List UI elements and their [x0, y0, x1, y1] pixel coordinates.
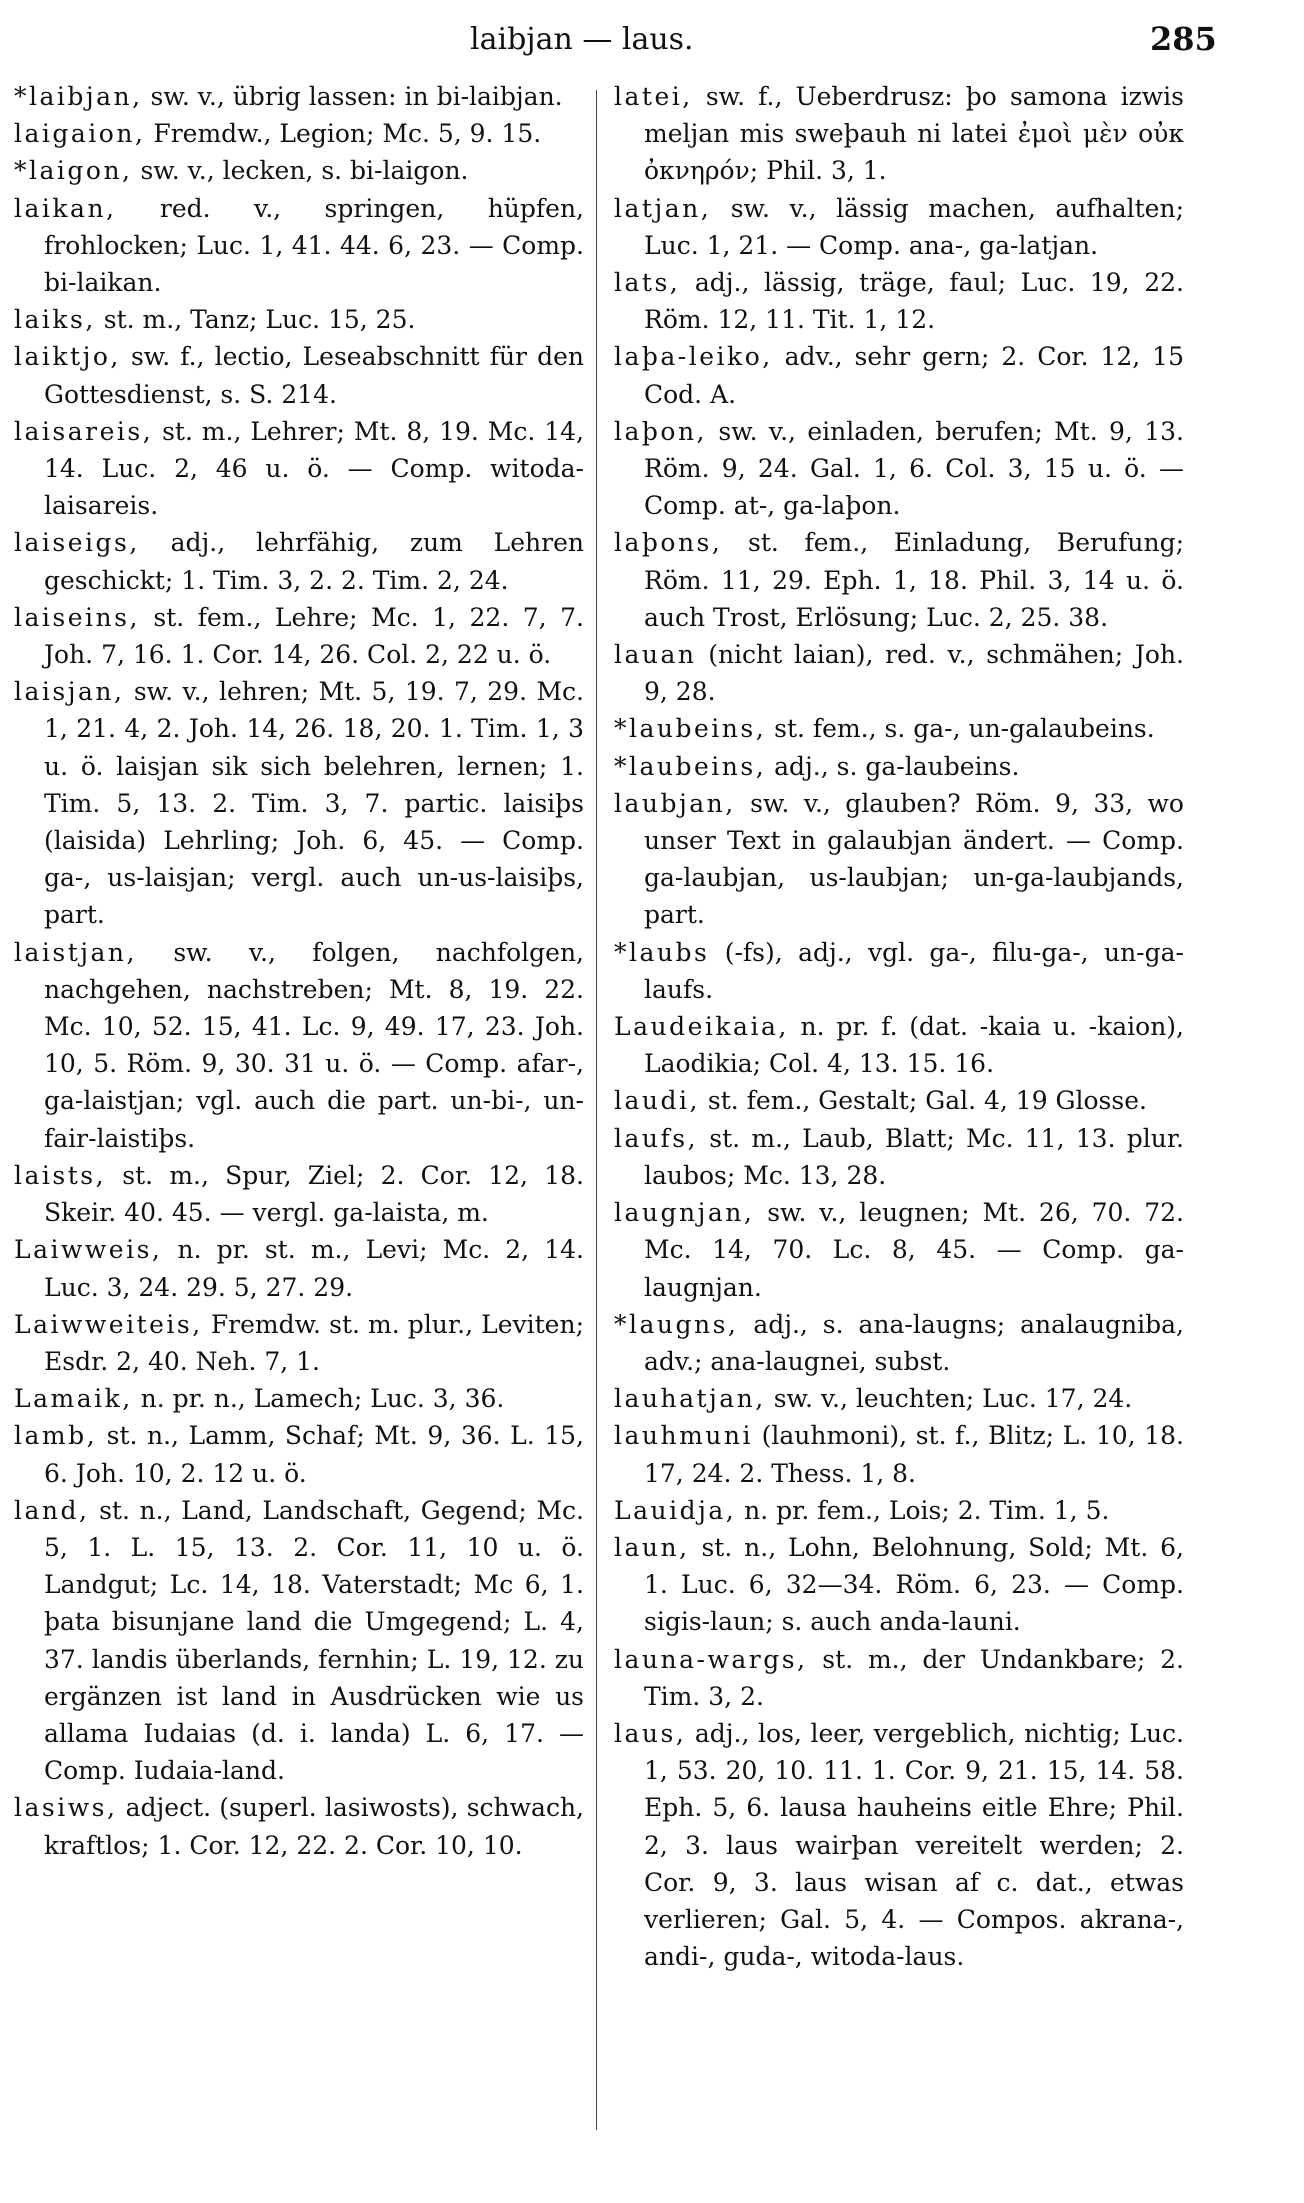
entry-text: adv., sehr gern; 2. Cor. 12, 15 Cod. A.: [644, 342, 1184, 409]
dictionary-entry: [14, 599, 584, 673]
entry-lemma: launa-wargs,: [614, 1644, 808, 1674]
dictionary-entry: [14, 301, 584, 338]
entry-lemma: laþon,: [614, 416, 708, 446]
entry-text: st. fem., Einladung, Berufung; Röm. 11, 29. Eph. 1, 18. Phil. 3, 14 u. ö. auch Trost, Erlösung; Luc. 2, 25. 38.: [644, 528, 1184, 632]
dictionary-entry: [14, 1492, 584, 1790]
entry-text: sw. v., übrig lassen: in bi-laibjan.: [142, 82, 563, 111]
entry-lemma: laiseins,: [14, 602, 140, 632]
entry-text: sw. f., Ueberdrusz: þo samona izwis meljan mis sweþauh ni latei ἐμοὶ μὲν οὐκ ὀκνηρόν; Phil. 3, 1.: [644, 82, 1184, 186]
entry-text: st. fem., Lehre; Mc. 1, 22. 7, 7. Joh. 7, 16. 1. Cor. 14, 26. Col. 2, 22 u. ö.: [44, 602, 584, 670]
entry-lemma: *laugns,: [614, 1309, 739, 1339]
entry-text: adject. (superl. lasiwosts), schwach, kraftlos; 1. Cor. 12, 22. 2. Cor. 10, 10.: [44, 1793, 584, 1860]
dictionary-entry: [614, 524, 1184, 636]
entry-text: sw. v., einladen, berufen; Mt. 9, 13. Röm. 9, 24. Gal. 1, 6. Col. 3, 15 u. ö. — Comp. at-, ga-laþon.: [644, 416, 1184, 521]
dictionary-entry: [614, 934, 1184, 1008]
entry-text: st. m., Spur, Ziel; 2. Cor. 12, 18. Skeir. 40. 45. — vergl. ga-laista, m.: [44, 1160, 584, 1228]
entry-text: Fremdw. st. m. plur., Leviten; Esdr. 2, 40. Neh. 7, 1.: [44, 1309, 584, 1376]
page-number: 285: [1150, 20, 1217, 58]
dictionary-entry: [14, 78, 584, 115]
entry-text: st. m., Laub, Blatt; Mc. 11, 13. plur. laubos; Mc. 13, 28.: [644, 1123, 1184, 1190]
entry-text: st. n., Lamm, Schaf; Mt. 9, 36. L. 15, 6. Joh. 10, 2. 12 u. ö.: [44, 1421, 584, 1488]
entry-text: red. v., springen, hüpfen, frohlocken; Luc. 1, 41. 44. 6, 23. — Comp. bi-laikan.: [44, 193, 584, 298]
entry-text: adj., lehrfähig, zum Lehren geschickt; 1. Tim. 3, 2. 2. Tim. 2, 24.: [44, 528, 584, 595]
entry-text: adj., s. ga-laubeins.: [766, 751, 1020, 781]
entry-lemma: Lauidja,: [614, 1495, 737, 1525]
entry-text: n. pr. n., Lamech; Luc. 3, 36.: [132, 1384, 505, 1414]
entry-text: st. m., Lehrer; Mt. 8, 19. Mc. 14, 14. Luc. 2, 46 u. ö. — Comp. witoda-laisareis.: [44, 416, 584, 521]
entry-lemma: latei,: [614, 82, 693, 111]
dictionary-entry: [14, 934, 584, 1157]
entry-text: sw. v., leuchten; Luc. 17, 24.: [765, 1384, 1133, 1414]
dictionary-entry: [614, 785, 1184, 934]
entry-text: n. pr. f. (dat. -kaia u. -kaion), Laodikia; Col. 4, 13. 15. 16.: [644, 1012, 1184, 1079]
dictionary-entry: [614, 1380, 1184, 1417]
entry-text: adj., s. ana-laugns; analaugniba, adv.; ana-laugnei, subst.: [644, 1309, 1184, 1376]
entry-lemma: laikan,: [14, 193, 117, 223]
running-headword: laibjan — laus.: [470, 22, 694, 57]
entry-lemma: laudi,: [614, 1086, 700, 1116]
right-column: [614, 78, 1184, 1975]
entry-text: st. m., Tanz; Luc. 15, 25.: [95, 305, 416, 335]
entry-lemma: *laubeins,: [614, 751, 767, 781]
entry-lemma: laiks,: [14, 305, 96, 335]
dictionary-entry: [14, 1157, 584, 1231]
entry-lemma: laun,: [614, 1532, 690, 1562]
entry-lemma: laists,: [14, 1160, 107, 1190]
entry-lemma: laufs,: [614, 1123, 699, 1153]
entry-text: st. m., der Undankbare; 2. Tim. 3, 2.: [644, 1644, 1184, 1711]
dictionary-entry: [14, 152, 584, 189]
entry-lemma: lasiws,: [14, 1793, 118, 1823]
dictionary-entry: [614, 1529, 1184, 1641]
entry-lemma: laþa-leiko,: [614, 342, 773, 372]
dictionary-entry: [14, 413, 584, 525]
dictionary-entry: [614, 748, 1184, 785]
dictionary-entry: [614, 1641, 1184, 1715]
dictionary-entry: [614, 190, 1184, 264]
entry-lemma: laus,: [614, 1718, 687, 1748]
dictionary-entry: [14, 673, 584, 933]
entry-lemma: land,: [14, 1495, 90, 1525]
entry-text: sw. f., lectio, Leseabschnitt für den Gottesdienst, s. S. 214.: [44, 342, 584, 409]
entry-lemma: laistjan,: [14, 937, 137, 967]
entry-lemma: laiktjo,: [14, 342, 121, 372]
dictionary-entry: [14, 338, 584, 412]
entry-lemma: Laudeikaia,: [614, 1012, 789, 1042]
entry-text: st. fem., s. ga-, un-galaubeins.: [766, 714, 1155, 744]
entry-text: sw. v., lecken, s. bi-laigon.: [132, 156, 469, 186]
entry-lemma: Laiwweiteis,: [14, 1309, 203, 1339]
dictionary-entry: [14, 1789, 584, 1863]
entry-lemma: laþons,: [614, 528, 723, 558]
entry-lemma: laisjan,: [14, 677, 125, 707]
entry-lemma: laigaion,: [14, 119, 146, 149]
entry-lemma: lats,: [614, 268, 681, 298]
entry-text: sw. v., leugnen; Mt. 26, 70. 72. Mc. 14, 70. Lc. 8, 45. — Comp. ga-laugnjan.: [644, 1198, 1184, 1302]
entry-text: sw. v., lehren; Mt. 5, 19. 7, 29. Mc. 1, 21. 4, 2. Joh. 14, 26. 18, 20. 1. Tim. 1, 3 u. ö. laisjan sik sich belehren, lernen; 1. Tim. 5, 13. 2. Tim. 3, 7. partic. laisiþs (laisida) Lehrling; Joh. 6, 45. — Comp. ga-, us-laisjan; vergl. auch un-us-laisiþs, part.: [44, 677, 584, 930]
dictionary-entry: [614, 636, 1184, 710]
entry-text: adj., lässig, träge, faul; Luc. 19, 22. Röm. 12, 11. Tit. 1, 12.: [644, 268, 1184, 335]
dictionary-entry: [14, 1380, 584, 1417]
entry-lemma: *laubeins,: [614, 714, 767, 744]
dictionary-entry: [614, 1120, 1184, 1194]
entry-text: n. pr. fem., Lois; 2. Tim. 1, 5.: [736, 1495, 1110, 1525]
entry-lemma: lauan: [614, 640, 697, 670]
entry-lemma: lauhatjan,: [614, 1384, 766, 1414]
page-header: [0, 20, 1304, 70]
entry-text: n. pr. st. m., Levi; Mc. 2, 14. Luc. 3, 24. 29. 5, 27. 29.: [44, 1235, 584, 1302]
dictionary-entry: [614, 413, 1184, 525]
dictionary-entry: [614, 1082, 1184, 1119]
entry-lemma: latjan,: [614, 193, 712, 223]
dictionary-entry: [14, 1306, 584, 1380]
dictionary-entry: [614, 338, 1184, 412]
dictionary-entry: [614, 1306, 1184, 1380]
dictionary-entry: [14, 190, 584, 302]
entry-lemma: lamb,: [14, 1421, 98, 1451]
dictionary-entry: [614, 1417, 1184, 1491]
entry-lemma: laisareis,: [14, 416, 154, 446]
entry-text: (nicht laian), red. v., schmähen; Joh. 9, 28.: [644, 640, 1184, 707]
entry-text: adj., los, leer, vergeblich, nichtig; Luc. 1, 53. 20, 10. 11. 1. Cor. 9, 21. 15, 14. 58. Eph. 5, 6. lausa hauheins eitle Ehre; Phil. 2, 3. laus wairþan vereitelt werden; 2. Cor. 9, 3. laus wisan af c. dat., etwas verlieren; Gal. 5, 4. — Compos. akrana-, andi-, guda-, witoda-laus.: [644, 1718, 1184, 1972]
entry-text: st. fem., Gestalt; Gal. 4, 19 Glosse.: [699, 1086, 1147, 1116]
entry-lemma: *laigon,: [14, 156, 133, 186]
entry-text: st. n., Land, Landschaft, Gegend; Mc. 5, 1. L. 15, 13. 2. Cor. 11, 10 u. ö. Landgut; Lc. 14, 18. Vaterstadt; Mc 6, 1. þata bisunjane land die Umgegend; L. 4, 37. landis überlands, fernhin; L. 19, 12. zu ergänzen ist land in Ausdrücken wie us allama Iudaias (d. i. landa) L. 6, 17. — Comp. Iudaia-land.: [44, 1495, 584, 1786]
dictionary-entry: [14, 1231, 584, 1305]
dictionary-entry: [614, 78, 1184, 190]
entry-text: Fremdw., Legion; Mc. 5, 9. 15.: [145, 119, 542, 149]
entry-text: (lauhmoni), st. f., Blitz; L. 10, 18. 17, 24. 2. Thess. 1, 8.: [644, 1421, 1184, 1488]
dictionary-entry: [14, 524, 584, 598]
entry-text: sw. v., glauben? Röm. 9, 33, wo unser Text in galaubjan ändert. — Comp. ga-laubjan, us-laubjan; un-ga-laubjands, part.: [644, 788, 1184, 930]
entry-lemma: laiseigs,: [14, 528, 140, 558]
left-column: [14, 78, 584, 1864]
dictionary-entry: [14, 115, 584, 152]
entry-lemma: laubjan,: [614, 788, 736, 818]
dictionary-entry: [14, 1417, 584, 1491]
entry-lemma: lauhmuni: [614, 1421, 754, 1451]
dictionary-entry: [614, 1194, 1184, 1306]
entry-lemma: laugnjan,: [614, 1198, 755, 1228]
entry-lemma: Laiwweis,: [14, 1235, 163, 1265]
entry-text: sw. v., lässig machen, aufhalten; Luc. 1, 21. — Comp. ana-, ga-latjan.: [644, 193, 1184, 260]
dictionary-entry: [614, 264, 1184, 338]
dictionary-entry: [614, 1715, 1184, 1975]
entry-lemma: *laubs: [614, 937, 710, 967]
entry-lemma: *laibjan,: [14, 82, 143, 111]
dictionary-entry: [614, 1492, 1184, 1529]
entry-text: sw. v., folgen, nachfolgen, nachgehen, nachstreben; Mt. 8, 19. 22. Mc. 10, 52. 15, 41. Lc. 9, 49. 17, 23. Joh. 10, 5. Röm. 9, 30. 31 u. ö. — Comp. afar-, ga-laistjan; vgl. auch die part. un-bi-, un-fair-laistiþs.: [44, 937, 584, 1153]
dictionary-entry: [614, 1008, 1184, 1082]
entry-lemma: Lamaik,: [14, 1384, 133, 1414]
entry-text: (-fs), adj., vgl. ga-, filu-ga-, un-ga-laufs.: [644, 937, 1184, 1004]
entry-text: st. n., Lohn, Belohnung, Sold; Mt. 6, 1. Luc. 6, 32—34. Röm. 6, 23. — Comp. sigis-laun; s. auch anda-launi.: [644, 1532, 1184, 1637]
dictionary-entry: [614, 710, 1184, 747]
column-divider: [596, 90, 597, 2130]
